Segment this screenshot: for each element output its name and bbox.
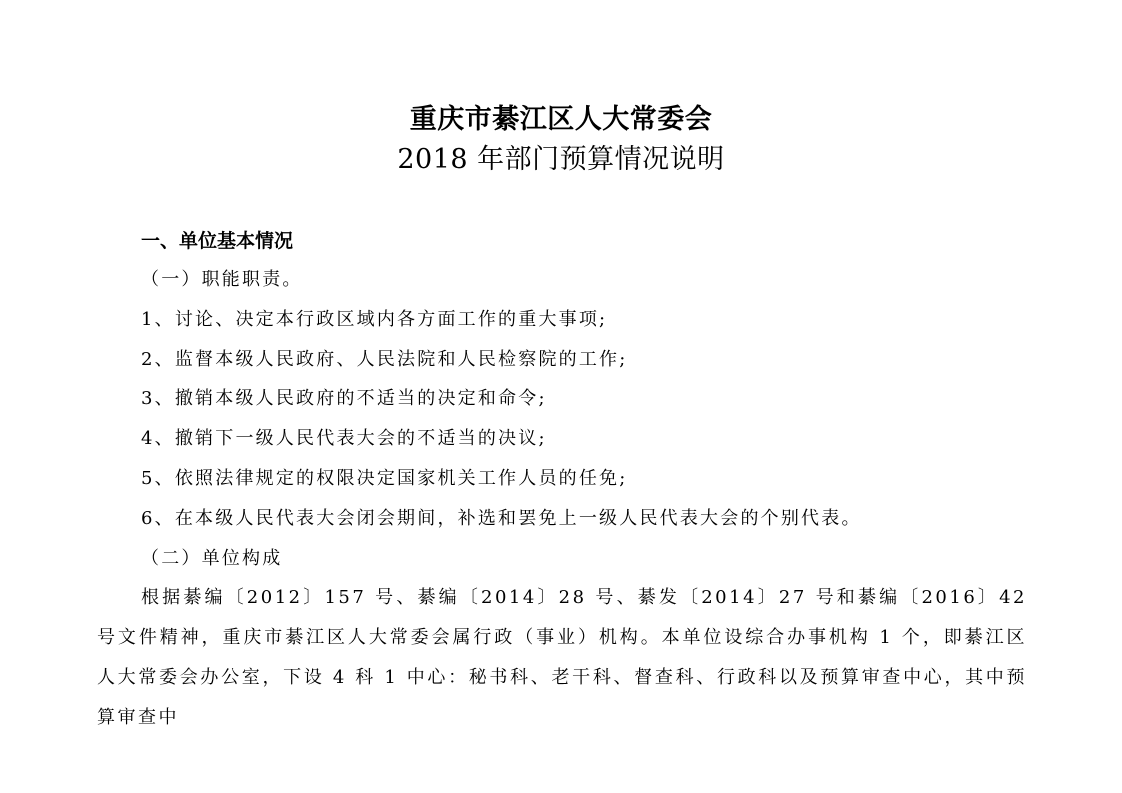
duty-item-6: 6、在本级人民代表大会闭会期间，补选和罢免上一级人民代表大会的个别代表。 — [141, 507, 862, 529]
duty-item-5: 5、依照法律规定的权限决定国家机关工作人员的任免; — [141, 467, 628, 489]
title-line-1: 重庆市綦江区人大常委会 — [409, 104, 713, 135]
duty-item-1: 1、讨论、决定本行政区域内各方面工作的重大事项; — [141, 308, 608, 330]
section-heading-basic-info: 一、单位基本情况 — [141, 230, 294, 252]
document-body — [97, 222, 1027, 738]
structure-paragraph: 根据綦编〔2012〕157 号、綦编〔2014〕28 号、綦发〔2014〕27 号和綦编〔2016〕42 号文件精神，重庆市綦江区人大常委会属行政（事业）机构。本单位设综合办事机构 1 个，即綦江区人大常委会办公室，下设 4 科 1 中心：秘书科、老干科、督查科、行政科以及预算审查中心，其中预算审查中 — [97, 587, 1027, 729]
subsection-heading-structure: （二）单位构成 — [141, 547, 283, 569]
duty-item-3: 3、撤销本级人民政府的不适当的决定和命令; — [141, 388, 547, 410]
subsection-heading-duties: （一）职能职责。 — [141, 269, 303, 290]
duty-item-4: 4、撤销下一级人民代表大会的不适当的决议; — [141, 428, 547, 450]
document-title — [0, 100, 1122, 180]
duty-item-2: 2、监督本级人民政府、人民法院和人民检察院的工作; — [141, 348, 628, 370]
title-line-2: 2018 年部门预算情况说明 — [397, 144, 725, 175]
